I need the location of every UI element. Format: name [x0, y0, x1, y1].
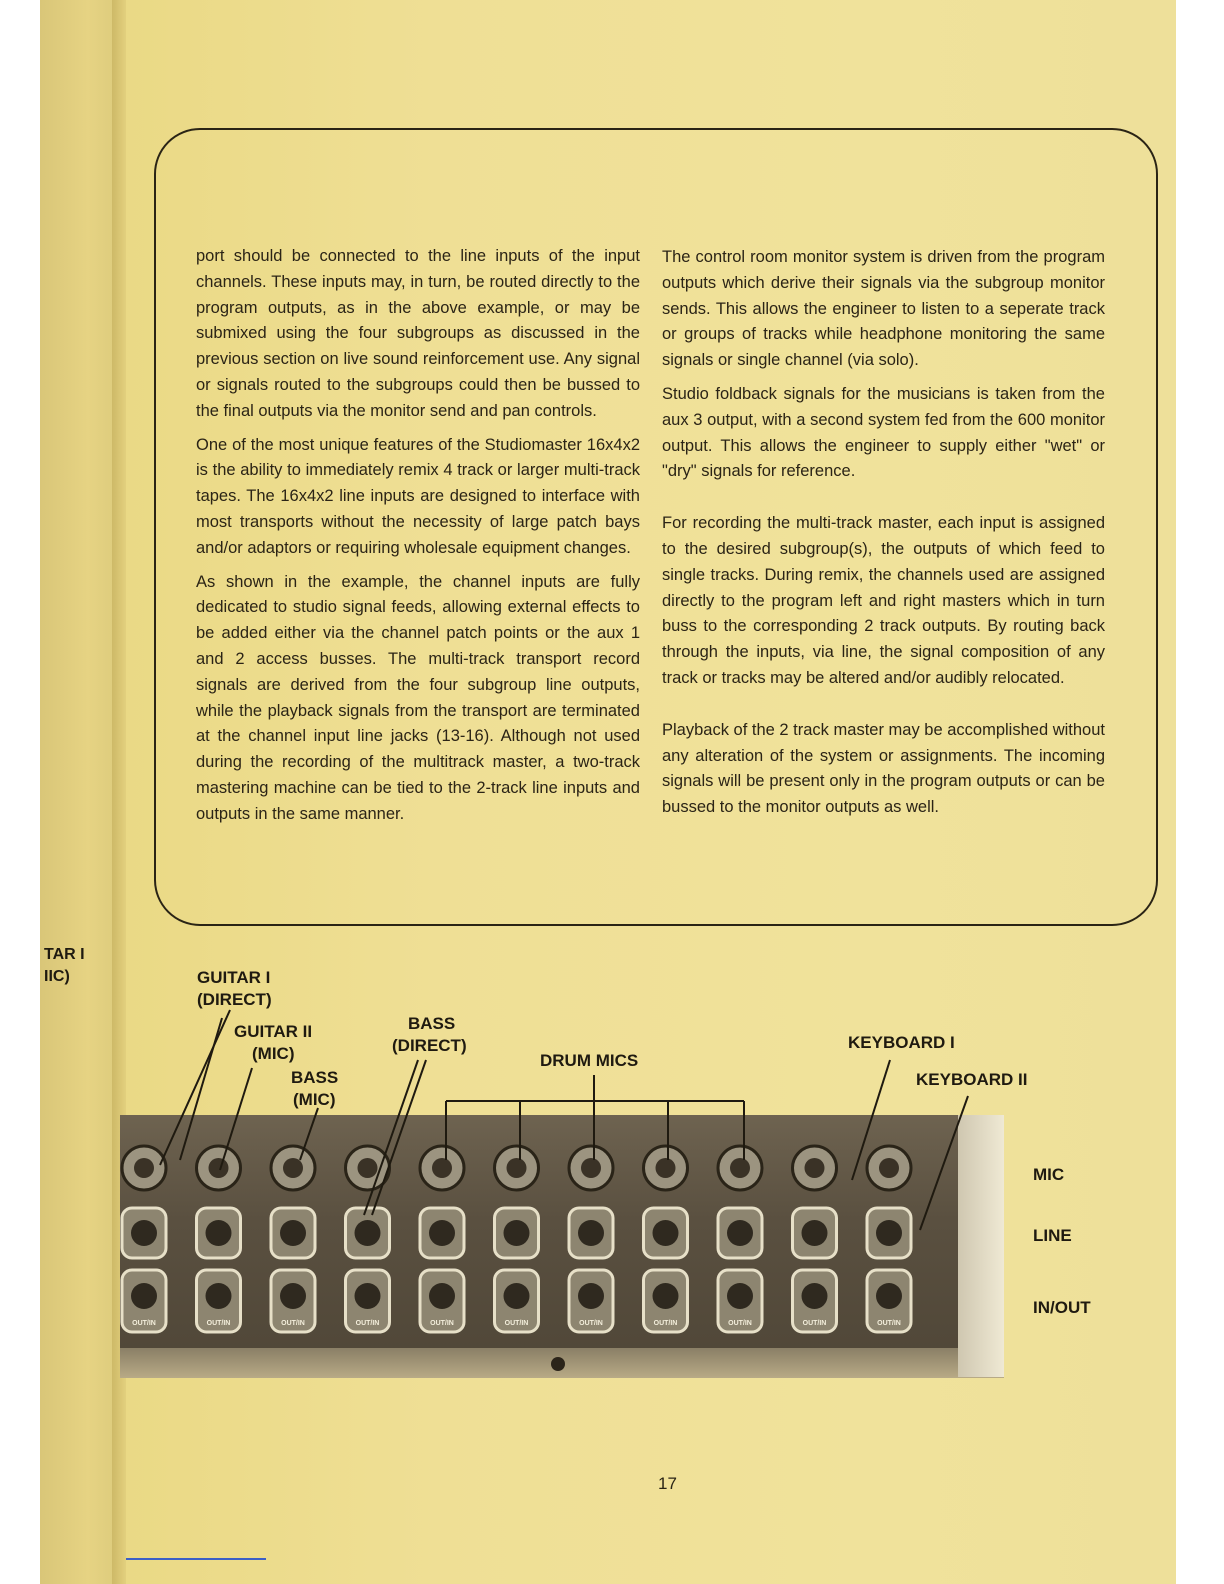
xlr-jack-center-icon [134, 1158, 154, 1178]
xlr-jack-center-icon [879, 1158, 899, 1178]
xlr-jack-center-icon [507, 1158, 527, 1178]
paragraph: For recording the multi-track master, each input is assigned to the desired subgroup(s), the outputs of which feed to single tracks. During remix, the channels used are assigned directly to the program left and right masters which in turn buss to the corresponding 2 track outputs. By routing back through the inputs, via line, the signal composition of any track or tracks may be altered and/or audibly relocated. [662, 514, 1105, 687]
paragraph: port should be connected to the line inputs of the input channels. These inputs may, in turn, be routed directly to the program outputs, as in the above example, or may be submixed using the four subgroups as discussed in the previous section on live sound reinforcement use. Any signal or signals routed to the subgroups could then be bussed to the final outputs via the monitor send and pan controls. [196, 247, 640, 420]
inout-jack-socket-icon [653, 1283, 679, 1309]
paragraph: The control room monitor system is driven from the program outputs which derive their signals via the subgroup monitor sends. This allows the engineer to listen to a seperate track or groups of tracks while headphone monitoring the same signals or single channel (via solo). [662, 248, 1105, 370]
label-bass-mic: BASS [291, 1068, 339, 1087]
row-label-line: LINE [1033, 1226, 1072, 1245]
jack-label: OUT/IN [579, 1320, 603, 1327]
label-keyboard-2: KEYBOARD II [916, 1070, 1028, 1089]
jack-label: OUT/IN [281, 1320, 305, 1327]
bass-direct-line [372, 1060, 426, 1215]
keyboard2-line [920, 1096, 968, 1230]
line-jack-socket-icon [131, 1220, 157, 1246]
paragraph: One of the most unique features of the Studiomaster 16x4x2 is the ability to immediately remix 4 track or larger multi-track tapes. The 16x4x2 line inputs are designed to interface with most transports without the necessity of large patch bays and/or adaptors or requiring wholesale equipment changes. [196, 435, 640, 557]
jack-array [122, 1146, 911, 1332]
scan-underline [126, 1558, 266, 1560]
label-bass-direct-sub: (DIRECT) [392, 1036, 467, 1055]
line-jack-socket-icon [206, 1220, 232, 1246]
row-label-inout: IN/OUT [1033, 1298, 1091, 1317]
label-drum-mics: DRUM MICS [540, 1051, 639, 1070]
xlr-jack-center-icon [805, 1158, 825, 1178]
label-keyboard-1: KEYBOARD I [848, 1033, 955, 1052]
jack-label: OUT/IN [653, 1320, 678, 1327]
paragraph: As shown in the example, the channel inputs are fully dedicated to studio signal feeds, allowing external effects to be added either via the channel patch points or the aux 1 and 2 access busses. The multi-track transport record signals are derived from the four subgroup line outputs, while the playback signals from the transport are terminated at the channel input line jacks (13-16). Although not used during the recording of the multitrack master, a two-track mastering machine can be tied to the 2-track line inputs and outputs in the same manner. [196, 572, 640, 823]
bass-direct-line [364, 1060, 418, 1215]
jack-label: OUT/IN [802, 1320, 827, 1327]
xlr-jack-center-icon [432, 1158, 452, 1178]
inout-jack-socket-icon [802, 1283, 828, 1309]
jack-label: OUT/IN [430, 1320, 454, 1327]
page-number: 17 [658, 1474, 677, 1493]
label-guitar-2-sub: (MIC) [252, 1044, 295, 1063]
guitar1-line [160, 1010, 230, 1165]
paragraph: Playback of the 2 track master may be accomplished without any alteration of the system or assignments. The incoming signals will be present only in the program outputs or can be bussed to the monitor outputs as well. [662, 720, 1105, 817]
inout-jack-socket-icon [355, 1283, 381, 1309]
previous-page-label: TAR I [44, 946, 85, 963]
line-jack-socket-icon [280, 1220, 306, 1246]
jack-label: OUT/IN [504, 1320, 529, 1327]
jack-label: OUT/IN [206, 1320, 231, 1327]
line-jack-socket-icon [727, 1220, 753, 1246]
jack-label: OUT/IN [877, 1320, 901, 1327]
label-guitar-1: GUITAR I [197, 968, 271, 987]
xlr-jack-center-icon [730, 1158, 750, 1178]
label-guitar-2: GUITAR II [234, 1022, 313, 1041]
jack-label: OUT/IN [728, 1320, 752, 1327]
line-jack-socket-icon [802, 1220, 828, 1246]
line-jack-socket-icon [876, 1220, 902, 1246]
label-guitar-1-sub: (DIRECT) [197, 990, 272, 1009]
guitar1-line [180, 1018, 222, 1160]
line-jack-socket-icon [355, 1220, 381, 1246]
paragraph: Studio foldback signals for the musicians is taken from the aux 3 output, with a second system fed from the 600 monitor output. This allows the engineer to supply either "wet" or "dry" signals for reference. [662, 384, 1105, 481]
jack-label: OUT/IN [132, 1320, 156, 1327]
label-bass-mic-sub: (MIC) [293, 1090, 336, 1109]
inout-jack-socket-icon [727, 1283, 753, 1309]
xlr-jack-center-icon [209, 1158, 229, 1178]
inout-jack-socket-icon [206, 1283, 232, 1309]
inout-jack-socket-icon [131, 1283, 157, 1309]
label-bass-direct: BASS [408, 1014, 456, 1033]
inout-jack-socket-icon [578, 1283, 604, 1309]
xlr-jack-center-icon [283, 1158, 303, 1178]
inout-jack-socket-icon [429, 1283, 455, 1309]
inout-jack-socket-icon [280, 1283, 306, 1309]
line-jack-socket-icon [578, 1220, 604, 1246]
jack-label: OUT/IN [355, 1320, 380, 1327]
row-label-mic: MIC [1033, 1165, 1065, 1184]
line-jack-socket-icon [504, 1220, 530, 1246]
inout-jack-socket-icon [504, 1283, 530, 1309]
xlr-jack-center-icon [656, 1158, 676, 1178]
xlr-jack-center-icon [581, 1158, 601, 1178]
xlr-jack-center-icon [358, 1158, 378, 1178]
line-jack-socket-icon [429, 1220, 455, 1246]
inout-jack-socket-icon [876, 1283, 902, 1309]
previous-page-label: IIC) [44, 968, 70, 985]
line-jack-socket-icon [653, 1220, 679, 1246]
